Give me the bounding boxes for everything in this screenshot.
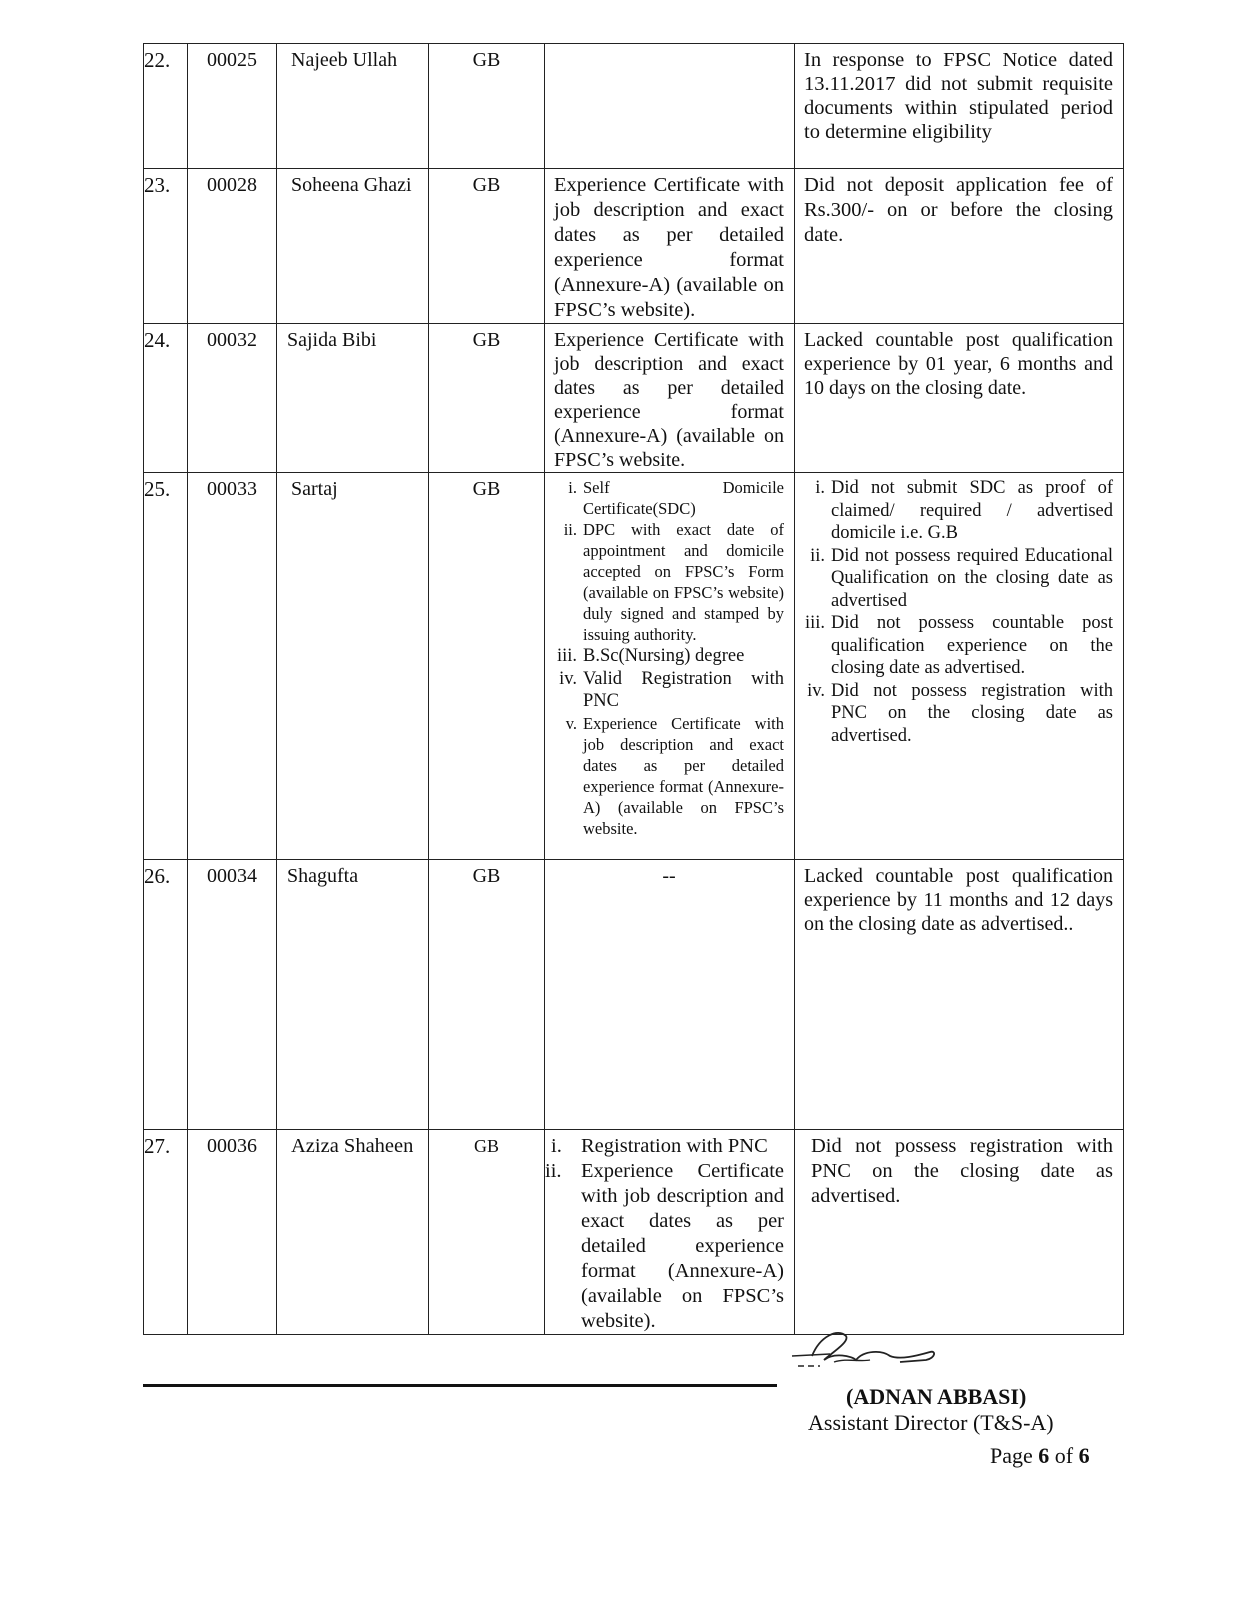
- documents-list: [549, 477, 784, 839]
- serial-number: 23.: [144, 169, 188, 324]
- roll-number: 00028: [188, 169, 277, 324]
- documents-required: Experience Certificate with job description and exact dates as per detailed experience format (Annexure-A) (available on FPSC’s website.: [545, 324, 795, 473]
- signatory-title: Assistant Director (T&S-A): [808, 1410, 1054, 1435]
- list-item: i. Registration with PNC: [551, 1135, 768, 1157]
- documents-required: [545, 44, 795, 169]
- serial-number: 27.: [144, 1130, 188, 1335]
- candidate-name: Shagufta: [277, 860, 429, 1130]
- candidate-name: Sajida Bibi: [277, 324, 429, 473]
- serial-number: 25.: [144, 473, 188, 860]
- list-item: iv. Valid Registration with PNC: [559, 668, 784, 711]
- table-row: [144, 169, 1124, 324]
- table-row: [144, 44, 1124, 169]
- remarks: [795, 473, 1124, 860]
- table-row: [144, 473, 1124, 860]
- remarks: In response to FPSC Notice dated 13.11.2017 did not submit requisite documents within stipulated period to determine eligibility: [795, 44, 1124, 169]
- candidates-table: [143, 43, 1124, 1335]
- page-number: Page 6 of 6: [990, 1443, 1090, 1468]
- list-item: ii. Experience Certificate with job description and exact dates as per detailed experience format (Annexure-A) (available on FPSC’s website).: [545, 1160, 784, 1332]
- domicile: GB: [429, 44, 545, 169]
- list-item: iii. Did not possess countable post qualification experience on the closing date as advertised.: [804, 613, 1113, 678]
- signature-image: [790, 1326, 940, 1376]
- domicile: GB: [429, 169, 545, 324]
- list-item: i. Self Domicile Certificate(SDC): [568, 478, 784, 518]
- list-item: iii. B.Sc(Nursing) degree: [556, 646, 745, 666]
- candidate-name: Sartaj: [277, 473, 429, 860]
- documents-list: [547, 1134, 784, 1334]
- candidate-name: Najeeb Ullah: [277, 44, 429, 169]
- table-row: [144, 1130, 1124, 1335]
- remarks: Lacked countable post qualification experience by 11 months and 12 days on the closing date as advertised..: [795, 860, 1124, 1130]
- roll-number: 00032: [188, 324, 277, 473]
- remarks: Did not deposit application fee of Rs.300/- on or before the closing date.: [795, 169, 1124, 324]
- documents-required: [545, 473, 795, 860]
- domicile: GB: [429, 860, 545, 1130]
- list-item: iv. Did not possess registration with PNC on the closing date as advertised.: [807, 680, 1113, 746]
- list-item: ii. DPC with exact date of appointment and domicile accepted on FPSC’s Form (available on FPSC’s website) duly signed and stamped by issuing authority.: [563, 520, 784, 644]
- roll-number: 00034: [188, 860, 277, 1130]
- remarks: Lacked countable post qualification experience by 01 year, 6 months and 10 days on the closing date.: [795, 324, 1124, 473]
- remarks: Did not possess registration with PNC on the closing date as advertised.: [795, 1130, 1124, 1335]
- documents-required: Experience Certificate with job description and exact dates as per detailed experience format (Annexure-A) (available on FPSC’s website).: [545, 169, 795, 324]
- candidate-name: Soheena Ghazi: [277, 169, 429, 324]
- candidate-name: Aziza Shaheen: [277, 1130, 429, 1335]
- documents-required: [545, 1130, 795, 1335]
- domicile: GB: [429, 1130, 545, 1335]
- documents-required: --: [545, 860, 795, 1130]
- roll-number: 00033: [188, 473, 277, 860]
- serial-number: 24.: [144, 324, 188, 473]
- remarks-list: [797, 477, 1113, 747]
- table-row: [144, 324, 1124, 473]
- divider: [143, 1384, 777, 1387]
- signatory-name: (ADNAN ABBASI): [846, 1384, 1027, 1409]
- domicile: GB: [429, 473, 545, 860]
- list-item: v. Experience Certificate with job description and exact dates as per detailed experience format (Annexure-A) (available on FPSC’s website.: [565, 713, 784, 838]
- roll-number: 00036: [188, 1130, 277, 1335]
- serial-number: 26.: [144, 860, 188, 1130]
- table-row: [144, 860, 1124, 1130]
- serial-number: 22.: [144, 44, 188, 169]
- list-item: i. Did not submit SDC as proof of claimed/ required / advertised domicile i.e. G.B: [815, 478, 1113, 543]
- roll-number: 00025: [188, 44, 277, 169]
- domicile: GB: [429, 324, 545, 473]
- list-item: ii. Did not possess required Educational Qualification on the closing date as advertised: [810, 545, 1113, 611]
